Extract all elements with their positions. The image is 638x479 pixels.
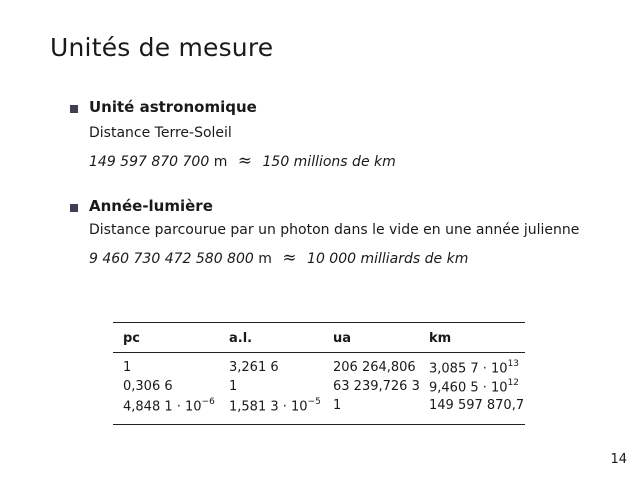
formula-value: 149 597 870 700 [89, 154, 210, 170]
table-cell: 63 239,726 3 [333, 379, 420, 394]
approx-symbol: ≈ [237, 151, 253, 171]
formula-result: 10 000 milliards de km [307, 251, 469, 267]
item-heading-astronomical-unit: Unité astronomique [89, 98, 257, 116]
item-description-light-year: Distance parcourue par un photon dans le vide en une année julienne [89, 222, 580, 238]
table-cell: 0,306 6 [123, 379, 173, 394]
table-cell: 4,848 $1 \cdot 10^{-6}$ [123, 397, 215, 415]
table-header-pc: pc [123, 331, 141, 346]
formula-result: 150 millions de km [262, 154, 396, 170]
table-cell: 1 [123, 360, 132, 375]
formula-unit: m [258, 251, 272, 267]
table-cell: 1 [229, 379, 238, 394]
formula-unit: m [213, 154, 228, 170]
table-cell: 1,581 $3 \cdot 10^{-5}$ [229, 397, 321, 415]
bullet-square-icon [70, 105, 78, 113]
table-cell: 149 597 870,7 [429, 398, 525, 413]
table-header-al: a.l. [229, 331, 253, 346]
item-heading-light-year: Année-lumière [89, 197, 213, 215]
table-cell: 3,085 $7 \cdot 10^{13}$ [429, 359, 520, 377]
slide-title: Unités de mesure [50, 33, 274, 62]
bullet-square-icon [70, 204, 78, 212]
table-cell: 9,460 $5 \cdot 10^{12}$ [429, 378, 520, 396]
table-bottom-rule [113, 424, 525, 425]
approx-symbol: ≈ [282, 248, 297, 268]
item-description-astronomical-unit: Distance Terre-Soleil [89, 125, 232, 141]
table-cell: 1 [333, 398, 342, 413]
table-mid-rule [113, 352, 525, 353]
page-number: 14 [610, 452, 627, 467]
table-header-ua: ua [333, 331, 352, 346]
formula-astronomical-unit [89, 151, 396, 171]
table-top-rule [113, 322, 525, 323]
table-header-km: km [429, 331, 452, 346]
formula-light-year [89, 248, 468, 268]
table-cell: 206 264,806 [333, 360, 416, 375]
table-cell: 3,261 6 [229, 360, 279, 375]
formula-value: 9 460 730 472 580 800 [89, 251, 254, 267]
